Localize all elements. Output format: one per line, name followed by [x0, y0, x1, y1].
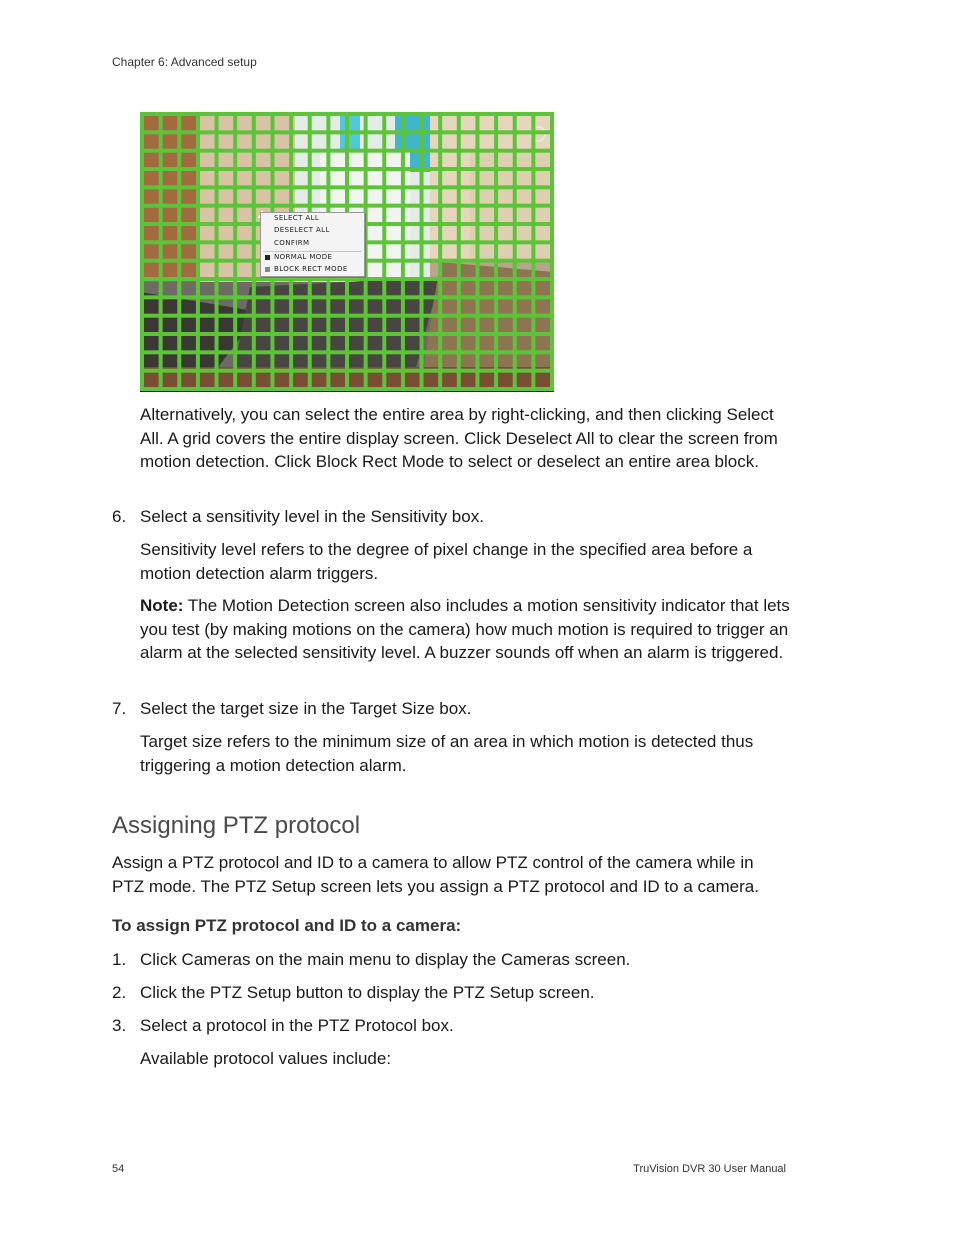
- note-label: Note:: [140, 596, 184, 615]
- section-heading: Assigning PTZ protocol: [112, 812, 361, 839]
- grid-line-horizontal: [140, 295, 554, 299]
- ptz-step-3-number: 3.: [112, 1016, 127, 1035]
- grid-line-vertical: [550, 112, 554, 391]
- grid-line-vertical: [438, 112, 442, 391]
- grid-line-vertical: [531, 112, 535, 391]
- page-number: 54: [112, 1163, 125, 1175]
- grid-line-vertical: [401, 112, 405, 391]
- grid-line-vertical: [382, 112, 386, 391]
- grid-line-horizontal: [140, 149, 554, 153]
- grid-line-horizontal: [140, 167, 554, 171]
- note-text: The Motion Detection screen also includes a motion sensitivity indicator that lets you test (by making motions on the camera) how much motion is required to trigger an alarm at the selected sensitivity level. A buzzer sounds off when an alarm is triggered.: [140, 596, 790, 662]
- chapter-header: Chapter 6: Advanced setup: [112, 55, 257, 69]
- paragraph-available-values: Available protocol values include:: [140, 1049, 392, 1068]
- selected-mark-icon: [265, 255, 270, 260]
- grid-line-vertical: [252, 112, 256, 391]
- grid-line-vertical: [475, 112, 479, 391]
- menu-item-normal-mode-label: NORMAL MODE: [274, 253, 333, 261]
- grid-line-vertical: [494, 112, 498, 391]
- ptz-step-3-text: Select a protocol in the PTZ Protocol box.: [140, 1016, 454, 1035]
- context-menu: [260, 212, 365, 277]
- grid-line-horizontal: [140, 185, 554, 189]
- grid-line-vertical: [215, 112, 219, 391]
- grid-line-vertical: [140, 112, 144, 391]
- procedure-heading: To assign PTZ protocol and ID to a camera:: [112, 916, 462, 935]
- note-paragraph: [140, 594, 790, 665]
- menu-item-block-rect-mode[interactable]: [274, 264, 348, 275]
- grid-line-vertical: [177, 112, 181, 391]
- menu-item-deselect-all[interactable]: DESELECT ALL: [274, 226, 330, 234]
- grid-line-horizontal: [140, 130, 554, 134]
- manual-title: TruVision DVR 30 User Manual: [633, 1163, 786, 1175]
- ptz-step-2-text: Click the PTZ Setup button to display the PTZ Setup screen.: [140, 983, 595, 1002]
- step-7-text: Select the target size in the Target Size box.: [140, 699, 472, 718]
- grid-line-horizontal: [140, 204, 554, 208]
- grid-line-horizontal: [140, 314, 554, 318]
- paragraph-sensitivity: Sensitivity level refers to the degree of pixel change in the specified area before a motion detection alarm triggers.: [140, 540, 753, 583]
- grid-line-vertical: [513, 112, 517, 391]
- ptz-step-1-number: 1.: [112, 950, 127, 969]
- grid-line-vertical: [196, 112, 200, 391]
- grid-line-horizontal: [140, 369, 554, 373]
- grid-line-horizontal: [140, 277, 554, 281]
- unselected-mark-icon: [265, 267, 270, 272]
- menu-item-confirm[interactable]: CONFIRM: [274, 239, 310, 247]
- step-7-number: 7.: [112, 699, 127, 718]
- grid-line-horizontal: [140, 332, 554, 336]
- step-6-text: Select a sensitivity level in the Sensitivity box.: [140, 507, 484, 526]
- ptz-step-1-text: Click Cameras on the main menu to display the Cameras screen.: [140, 950, 631, 969]
- step-6-number: 6.: [112, 507, 127, 526]
- grid-line-horizontal: [140, 350, 554, 354]
- grid-line-vertical: [159, 112, 163, 391]
- ptz-step-2-number: 2.: [112, 983, 127, 1002]
- paragraph-ptz: Assign a PTZ protocol and ID to a camera to allow PTZ control of the camera while in PTZ mode. The PTZ Setup screen lets you assign a PTZ protocol and ID to a camera.: [112, 853, 759, 896]
- grid-line-vertical: [233, 112, 237, 391]
- grid-line-horizontal: [140, 112, 554, 116]
- menu-item-normal-mode[interactable]: [274, 252, 332, 263]
- paragraph-alternatively: Alternatively, you can select the entire area by right-clicking, and then clicking Select All. A grid covers the entire display screen. Click Deselect All to clear the screen from motion detection. Click Block Rect Mode to select or deselect an entire area block.: [140, 405, 778, 471]
- grid-line-vertical: [420, 112, 424, 391]
- menu-item-block-rect-mode-label: BLOCK RECT MODE: [274, 265, 348, 273]
- paragraph-target-size: Target size refers to the minimum size of an area in which motion is detected thus triggering a motion detection alarm.: [140, 732, 754, 775]
- menu-item-select-all[interactable]: SELECT ALL: [274, 214, 320, 222]
- grid-line-vertical: [457, 112, 461, 391]
- grid-line-horizontal: [140, 387, 554, 391]
